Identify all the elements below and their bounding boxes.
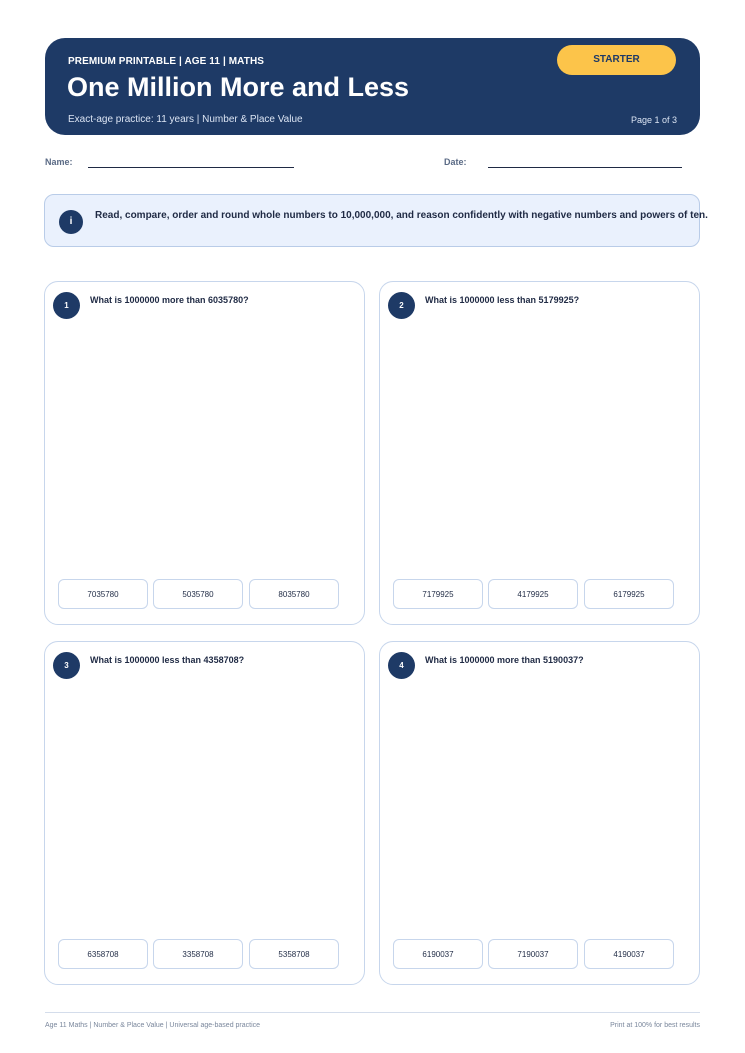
- page-title: One Million More and Less: [67, 72, 410, 102]
- question-number: 4: [388, 652, 415, 679]
- footer-right-text: Print at 100% for best results: [610, 1022, 700, 1029]
- question-number: 2: [388, 292, 415, 319]
- name-field[interactable]: [88, 167, 294, 168]
- answer-option[interactable]: 6179925: [584, 579, 674, 609]
- answer-option[interactable]: 3358708: [153, 939, 243, 969]
- instructions-text: Read, compare, order and round whole numbers to 10,000,000, and reason confidently with negative numbers and powers of ten.: [95, 210, 708, 221]
- answer-option[interactable]: 4179925: [488, 579, 578, 609]
- header-subtitle: Exact-age practice: 11 years | Number & Place Value: [68, 114, 303, 125]
- question-number: 3: [53, 652, 80, 679]
- question-text: What is 1000000 less than 5179925?: [425, 295, 580, 305]
- question-card-4: [379, 641, 700, 985]
- level-badge: STARTER: [557, 45, 676, 75]
- date-label: Date:: [444, 157, 467, 167]
- answer-option[interactable]: 6190037: [393, 939, 483, 969]
- answer-option[interactable]: 7190037: [488, 939, 578, 969]
- answer-option[interactable]: 5035780: [153, 579, 243, 609]
- info-icon: i: [59, 210, 83, 234]
- footer-left-text: Age 11 Maths | Number & Place Value | Universal age-based practice: [45, 1022, 261, 1029]
- footer-divider: [45, 1012, 700, 1013]
- question-card-2: [379, 281, 700, 625]
- answer-option[interactable]: 4190037: [584, 939, 674, 969]
- question-number: 1: [53, 292, 80, 319]
- question-card-3: [44, 641, 365, 985]
- question-card-1: [44, 281, 365, 625]
- name-label: Name:: [45, 157, 73, 167]
- date-field[interactable]: [488, 167, 682, 168]
- answer-option[interactable]: 6358708: [58, 939, 148, 969]
- question-text: What is 1000000 more than 5190037?: [425, 655, 584, 665]
- answer-option[interactable]: 7035780: [58, 579, 148, 609]
- answer-option[interactable]: 8035780: [249, 579, 339, 609]
- header-eyebrow: PREMIUM PRINTABLE | AGE 11 | MATHS: [68, 56, 265, 67]
- worksheet-header: [45, 38, 700, 135]
- page-indicator: Page 1 of 3: [630, 115, 677, 125]
- instructions-box: [44, 194, 708, 247]
- question-text: What is 1000000 less than 4358708?: [90, 655, 245, 665]
- answer-option[interactable]: 7179925: [393, 579, 483, 609]
- answer-option[interactable]: 5358708: [249, 939, 339, 969]
- question-text: What is 1000000 more than 6035780?: [90, 295, 249, 305]
